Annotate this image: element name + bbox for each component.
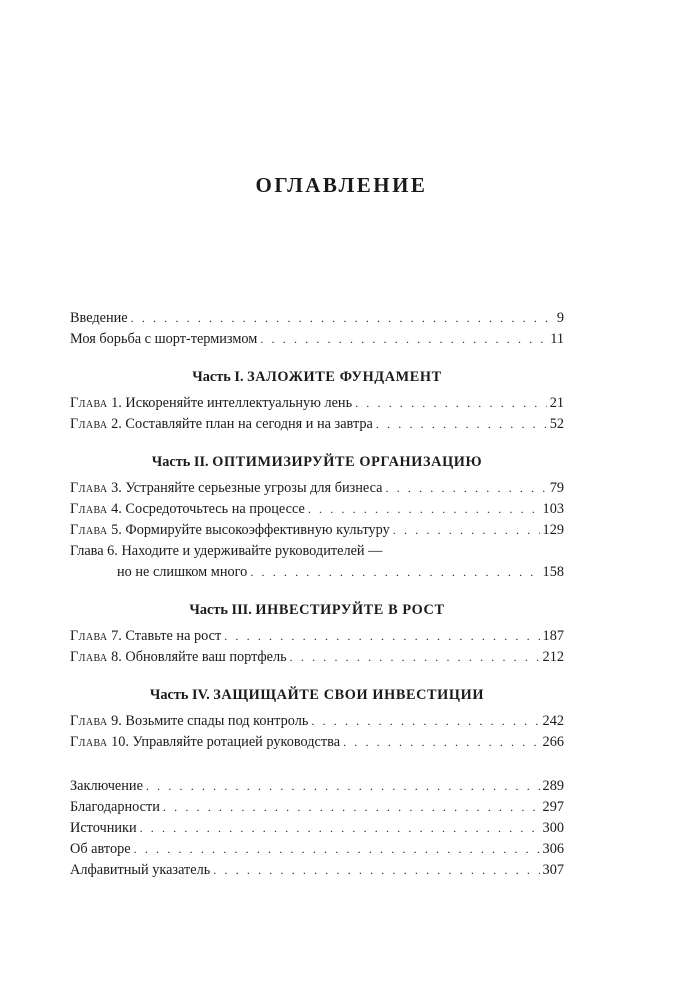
entry-page: 212 (542, 649, 564, 665)
chapter-word: Глава (70, 543, 104, 559)
dot-leader (290, 647, 540, 668)
part-heading-3 (70, 600, 564, 621)
dot-leader (311, 711, 539, 732)
entry-page: 21 (549, 395, 564, 411)
part-name: ОПТИМИЗИРУЙТЕ ОРГАНИЗАЦИЮ (212, 454, 483, 470)
toc-entry-chapter (70, 626, 564, 647)
entry-label (70, 711, 308, 732)
toc-entry-intro (70, 308, 564, 329)
dot-leader (393, 520, 540, 541)
toc-entry-back (70, 839, 564, 860)
part-heading-4 (70, 685, 564, 706)
entry-label (70, 478, 383, 499)
table-of-contents (70, 308, 564, 881)
chapter-title: 7. Ставьте на рост (111, 628, 222, 644)
dot-leader (355, 393, 547, 414)
entry-page: 297 (542, 799, 564, 815)
entry-page: 11 (550, 331, 564, 347)
entry-label-continuation: но не слишком много (117, 564, 248, 580)
dot-leader (386, 478, 547, 499)
entry-label (70, 647, 287, 668)
dot-leader (213, 860, 539, 881)
entry-page: 289 (542, 778, 564, 794)
entry-label: Об авторе (70, 841, 131, 857)
chapter-title: 8. Обновляйте ваш портфель (111, 649, 287, 665)
dot-leader (163, 797, 540, 818)
toc-entry-chapter (70, 393, 564, 414)
entry-page: 52 (549, 416, 564, 432)
entry-page: 242 (542, 713, 564, 729)
toc-entry-chapter (70, 414, 564, 435)
entry-label: Моя борьба с шорт-термизмом (70, 331, 258, 347)
entry-label: Благодарности (70, 799, 160, 815)
entry-page: 158 (542, 564, 564, 580)
part-name: ИНВЕСТИРУЙТЕ В РОСТ (255, 602, 445, 618)
entry-label: Заключение (70, 778, 143, 794)
toc-entry-chapter (70, 711, 564, 732)
entry-page: 79 (549, 480, 564, 496)
chapter-word: Глава (70, 522, 108, 538)
part-name: ЗАЛОЖИТЕ ФУНДАМЕНТ (247, 369, 442, 385)
dot-leader (376, 414, 547, 435)
entry-label: Алфавитный указатель (70, 862, 211, 878)
dot-leader (308, 499, 540, 520)
toc-entry-back (70, 860, 564, 881)
entry-label (70, 626, 221, 647)
chapter-title: 1. Искореняйте интеллектуальную лень (111, 395, 353, 411)
part-name: ЗАЩИЩАЙТЕ СВОИ ИНВЕСТИЦИИ (213, 687, 485, 703)
chapter-title: 5. Формируйте высокоэффективную культуру (111, 522, 390, 538)
chapter-word: Глава (70, 395, 108, 411)
entry-page: 306 (542, 841, 564, 857)
chapter-title: 3. Устраняйте серьезные угрозы для бизнеса (111, 480, 383, 496)
part-prefix: Часть I. (192, 369, 244, 385)
entry-label (70, 732, 340, 753)
dot-leader (224, 626, 539, 647)
part-prefix: Часть IV. (149, 687, 210, 703)
entry-label (70, 520, 390, 541)
toc-title: ОГЛАВЛЕНИЕ (255, 173, 428, 197)
entry-page: 187 (542, 628, 564, 644)
chapter-word: Глава (70, 713, 108, 729)
chapter-word: Глава (70, 416, 108, 432)
toc-entry-chapter-first-line (70, 541, 564, 562)
toc-entry-back (70, 818, 564, 839)
dot-leader (131, 308, 554, 329)
chapter-title: 4. Сосредоточьтесь на процессе (111, 501, 305, 517)
part-heading-1 (70, 367, 564, 388)
toc-entry-back (70, 797, 564, 818)
chapter-title: 9. Возьмите спады под контроль (111, 713, 309, 729)
entry-page: 300 (542, 820, 564, 836)
dot-leader (146, 776, 540, 797)
chapter-word: Глава (70, 649, 108, 665)
chapter-word: Глава (70, 501, 108, 517)
chapter-word: Глава (70, 734, 108, 750)
chapter-word: Глава (70, 480, 108, 496)
toc-entry-intro (70, 329, 564, 350)
part-heading-2 (70, 452, 564, 473)
part-prefix: Часть II. (151, 454, 209, 470)
entry-label (70, 499, 305, 520)
dot-leader (250, 562, 539, 583)
chapter-title: 10. Управляйте ротацией руководства (111, 734, 341, 750)
entry-label (70, 414, 373, 435)
entry-page: 129 (542, 522, 564, 538)
entry-page: 103 (542, 501, 564, 517)
entry-page: 307 (542, 862, 564, 878)
part-prefix: Часть III. (189, 602, 252, 618)
toc-entry-chapter-continuation (70, 562, 564, 583)
entry-page: 266 (542, 734, 564, 750)
entry-label: Источники (70, 820, 137, 836)
dot-leader (140, 818, 540, 839)
entry-label (70, 393, 352, 414)
toc-entry-chapter (70, 647, 564, 668)
toc-entry-chapter (70, 520, 564, 541)
toc-entry-chapter (70, 732, 564, 753)
chapter-title: 2. Составляйте план на сегодня и на завтра (111, 416, 373, 432)
chapter-word: Глава (70, 628, 108, 644)
toc-entry-chapter (70, 478, 564, 499)
entry-label: Введение (70, 310, 128, 326)
entry-page: 9 (556, 310, 564, 326)
chapter-title: 6. Находите и удерживайте руководителей — (107, 543, 383, 559)
toc-entry-back (70, 776, 564, 797)
dot-leader (260, 329, 547, 350)
toc-entry-chapter (70, 499, 564, 520)
dot-leader (343, 732, 539, 753)
dot-leader (134, 839, 540, 860)
